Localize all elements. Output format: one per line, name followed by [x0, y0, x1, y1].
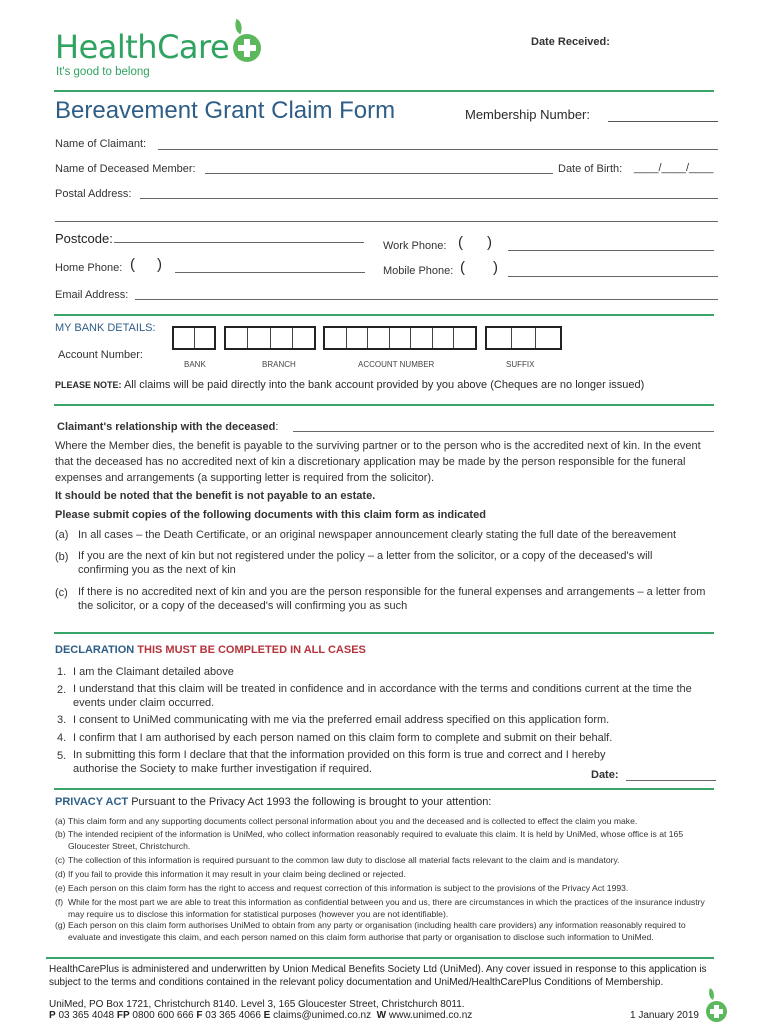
name-of-deceased-field[interactable] — [205, 173, 553, 174]
privacy-d-marker: (d) — [55, 869, 66, 879]
mobile-phone-field[interactable] — [508, 276, 718, 277]
email-address-label: Email Address: — [55, 289, 129, 301]
please-note-text: All claims will be paid directly into the bank account provided by you above (Cheques are no longer issued) — [123, 379, 645, 391]
declaration-2: I understand that this claim will be treated in confidence and in accordance with the terms and conditions current at the time the events under claim occurred. — [73, 683, 692, 709]
privacy-f-marker: (f) — [55, 897, 64, 907]
date-of-birth-field[interactable]: ____/____/____ — [634, 162, 714, 174]
divider — [54, 788, 714, 790]
divider — [54, 90, 714, 92]
branch-caption: BRANCH — [262, 360, 296, 369]
please-note — [55, 379, 644, 391]
privacy-g: Each person on this claim form authorises UniMed to obtain from any party or organisation (including health care providers) any information reasonably required to evaluate and investigate this claim, and each person named on this claim form authorise that party or organisation to disclose such information to UniMed. — [68, 920, 686, 942]
date-of-birth-label: Date of Birth: — [558, 163, 623, 175]
work-phone-paren-open: ( — [458, 234, 463, 251]
declaration-3-marker: 3. — [57, 714, 67, 726]
relationship-colon: : — [275, 421, 279, 433]
account-number-caption: ACCOUNT NUMBER — [358, 360, 435, 369]
brand-logo-text: HealthCare — [55, 28, 230, 66]
fax-label: F — [196, 1010, 203, 1021]
bank-details-heading: MY BANK DETAILS: — [55, 322, 156, 334]
leaf-icon — [707, 988, 717, 1000]
declaration-5: In submitting this form I declare that that the information provided on this form is true and correct and I hereby authorise the Society to make further investigation if required. — [73, 749, 606, 775]
name-of-deceased-label: Name of Deceased Member: — [55, 163, 196, 175]
work-phone-label: Work Phone: — [383, 240, 447, 252]
membership-number-field[interactable] — [608, 121, 718, 122]
footer-contacts — [49, 1010, 472, 1023]
freephone-label: FP — [116, 1010, 130, 1021]
declaration-heading-red: THIS MUST BE COMPLETED IN ALL CASES — [137, 644, 366, 656]
suffix-caption: SUFFIX — [506, 360, 535, 369]
account-number-box[interactable] — [323, 326, 477, 350]
plus-icon — [706, 1001, 727, 1022]
divider — [46, 957, 714, 959]
footer-date: 1 January 2019 — [630, 1010, 699, 1021]
privacy-c-marker: (c) — [55, 855, 66, 865]
postcode-field[interactable] — [114, 242, 364, 243]
leaf-icon — [232, 19, 245, 34]
relationship-paragraph: Where the Member dies, the benefit is payable to the surviving partner or to the person who is the accredited next of kin. In the event that the deceased has no accredited next of kin a discretionary application may be made by the person responsible for the funeral expenses and arrangements (a supporting letter is required from the solicitor). — [55, 440, 701, 484]
plus-icon — [233, 34, 261, 62]
relationship-label-wrap — [57, 421, 278, 433]
footer-address: UniMed, PO Box 1721, Christchurch 8140. Level 3, 165 Gloucester Street, Christchurch 8011. — [49, 999, 465, 1010]
bank-code-box[interactable] — [172, 326, 216, 350]
work-phone-paren-close: ) — [487, 234, 492, 251]
postcode-label: Postcode: — [55, 231, 113, 246]
divider — [54, 314, 714, 316]
declaration-4: I confirm that I am authorised by each person named on this claim form to complete and submit on their behalf. — [73, 732, 613, 744]
home-phone-field[interactable] — [175, 272, 365, 273]
email-label: E — [263, 1010, 271, 1021]
doc-item-a: In all cases – the Death Certificate, or an original newspaper announcement clearly stating the full date of the bereavement — [78, 529, 677, 541]
doc-item-a-marker: (a) — [55, 529, 69, 541]
doc-item-c-marker: (c) — [55, 587, 68, 599]
privacy-b-marker: (b) — [55, 829, 66, 839]
privacy-c: The collection of this information is required pursuant to the common law duty to disclose all material facts relevant to the claim and is mandatory. — [68, 855, 620, 865]
postal-address-field-line2[interactable] — [55, 221, 718, 222]
email-address-field[interactable] — [135, 299, 718, 300]
relationship-field[interactable] — [293, 431, 714, 432]
bank-caption: BANK — [184, 360, 206, 369]
footer-disclaimer: HealthCarePlus is administered and underwritten by Union Medical Benefits Society Ltd (UniMed). Any cover issued in response to this application is subject to the terms and conditions contained in the relevant policy documentation and UniMed/HealthCarePlus Conditions of Membership. — [49, 964, 707, 988]
privacy-f: While for the most part we are able to treat this information as confidential between you and us, there are circumstances in which the practices of the insurance industry may require us to disclose this information for statistical purposes (however you are not identifiable). — [68, 897, 705, 919]
privacy-heading: PRIVACY ACT — [55, 796, 129, 808]
membership-number-label: Membership Number: — [465, 107, 590, 122]
declaration-2-marker: 2. — [57, 684, 67, 696]
email-link[interactable]: claims@unimed.co.nz — [273, 1010, 372, 1021]
privacy-g-marker: (g) — [55, 920, 66, 930]
home-phone-paren-close: ) — [157, 256, 162, 273]
privacy-a: This claim form and any supporting documents collect personal information about you and the deceased and is collected to effect the claim you make. — [68, 816, 638, 826]
privacy-b: The intended recipient of the information is UniMed, who collect information reasonably required to evaluate this claim. It is held by UniMed, whose office is at 165 Gloucester Street, Christchurch. — [68, 829, 684, 851]
suffix-box[interactable] — [485, 326, 562, 350]
privacy-e-marker: (e) — [55, 883, 66, 893]
declaration-date-field[interactable] — [626, 780, 716, 781]
name-of-claimant-field[interactable] — [158, 149, 718, 150]
declaration-date-label: Date: — [591, 769, 619, 781]
web-label: W — [376, 1010, 387, 1021]
phone-label: P — [49, 1010, 56, 1021]
fax-value: 03 365 4066 — [205, 1010, 261, 1021]
doc-item-b-marker: (b) — [55, 551, 69, 563]
web-link[interactable]: www.unimed.co.nz — [388, 1010, 473, 1021]
postal-address-field[interactable] — [140, 198, 718, 199]
declaration-3: I consent to UniMed communicating with me via the preferred email address specified on this application form. — [73, 714, 610, 726]
declaration-5-marker: 5. — [57, 750, 67, 762]
privacy-d: If you fail to provide this information it may result in your claim being declined or rejected. — [68, 869, 406, 879]
name-of-claimant-label: Name of Claimant: — [55, 138, 147, 150]
declaration-heading — [55, 644, 366, 656]
mobile-phone-paren-close: ) — [493, 259, 498, 276]
privacy-heading-line — [55, 796, 491, 808]
brand-tagline: It's good to belong — [56, 66, 150, 78]
privacy-intro: Pursuant to the Privacy Act 1993 the following is brought to your attention: — [131, 796, 492, 808]
divider — [54, 632, 714, 634]
divider — [54, 404, 714, 406]
date-received-label: Date Received: — [531, 36, 610, 48]
declaration-4-marker: 4. — [57, 732, 67, 744]
please-note-label: PLEASE NOTE: — [55, 380, 122, 390]
mobile-phone-paren-open: ( — [460, 259, 465, 276]
form-title: Bereavement Grant Claim Form — [55, 97, 396, 124]
estate-note: It should be noted that the benefit is not payable to an estate. — [55, 490, 376, 502]
doc-item-c: If there is no accredited next of kin and you are the person responsible for the funeral expenses and arrangements – a letter from the solicitor, or a copy of the deceased's will confirming you as such — [78, 586, 706, 612]
account-number-label: Account Number: — [58, 349, 143, 361]
phone-value: 03 365 4048 — [58, 1010, 115, 1021]
work-phone-field[interactable] — [508, 250, 714, 251]
doc-item-b: If you are the next of kin but not registered under the policy – a letter from the solicitor, or a copy of the deceased's will confirming you as the next of kin — [78, 550, 653, 576]
submit-heading: Please submit copies of the following documents with this claim form as indicated — [55, 509, 486, 521]
postal-address-label: Postal Address: — [55, 188, 132, 200]
branch-code-box[interactable] — [224, 326, 316, 350]
mobile-phone-label: Mobile Phone: — [383, 265, 454, 277]
declaration-1-marker: 1. — [57, 666, 67, 678]
privacy-a-marker: (a) — [55, 816, 66, 826]
privacy-e: Each person on this claim form has the right to access and request correction of this information is subject to the provisions of the Privacy Act 1993. — [68, 883, 629, 893]
relationship-label: Claimant's relationship with the deceased — [57, 421, 276, 433]
declaration-1: I am the Claimant detailed above — [73, 666, 234, 678]
freephone-value: 0800 600 666 — [132, 1010, 194, 1021]
home-phone-paren-open: ( — [130, 256, 135, 273]
home-phone-label: Home Phone: — [55, 262, 123, 274]
declaration-heading-blue: DECLARATION — [55, 644, 135, 656]
